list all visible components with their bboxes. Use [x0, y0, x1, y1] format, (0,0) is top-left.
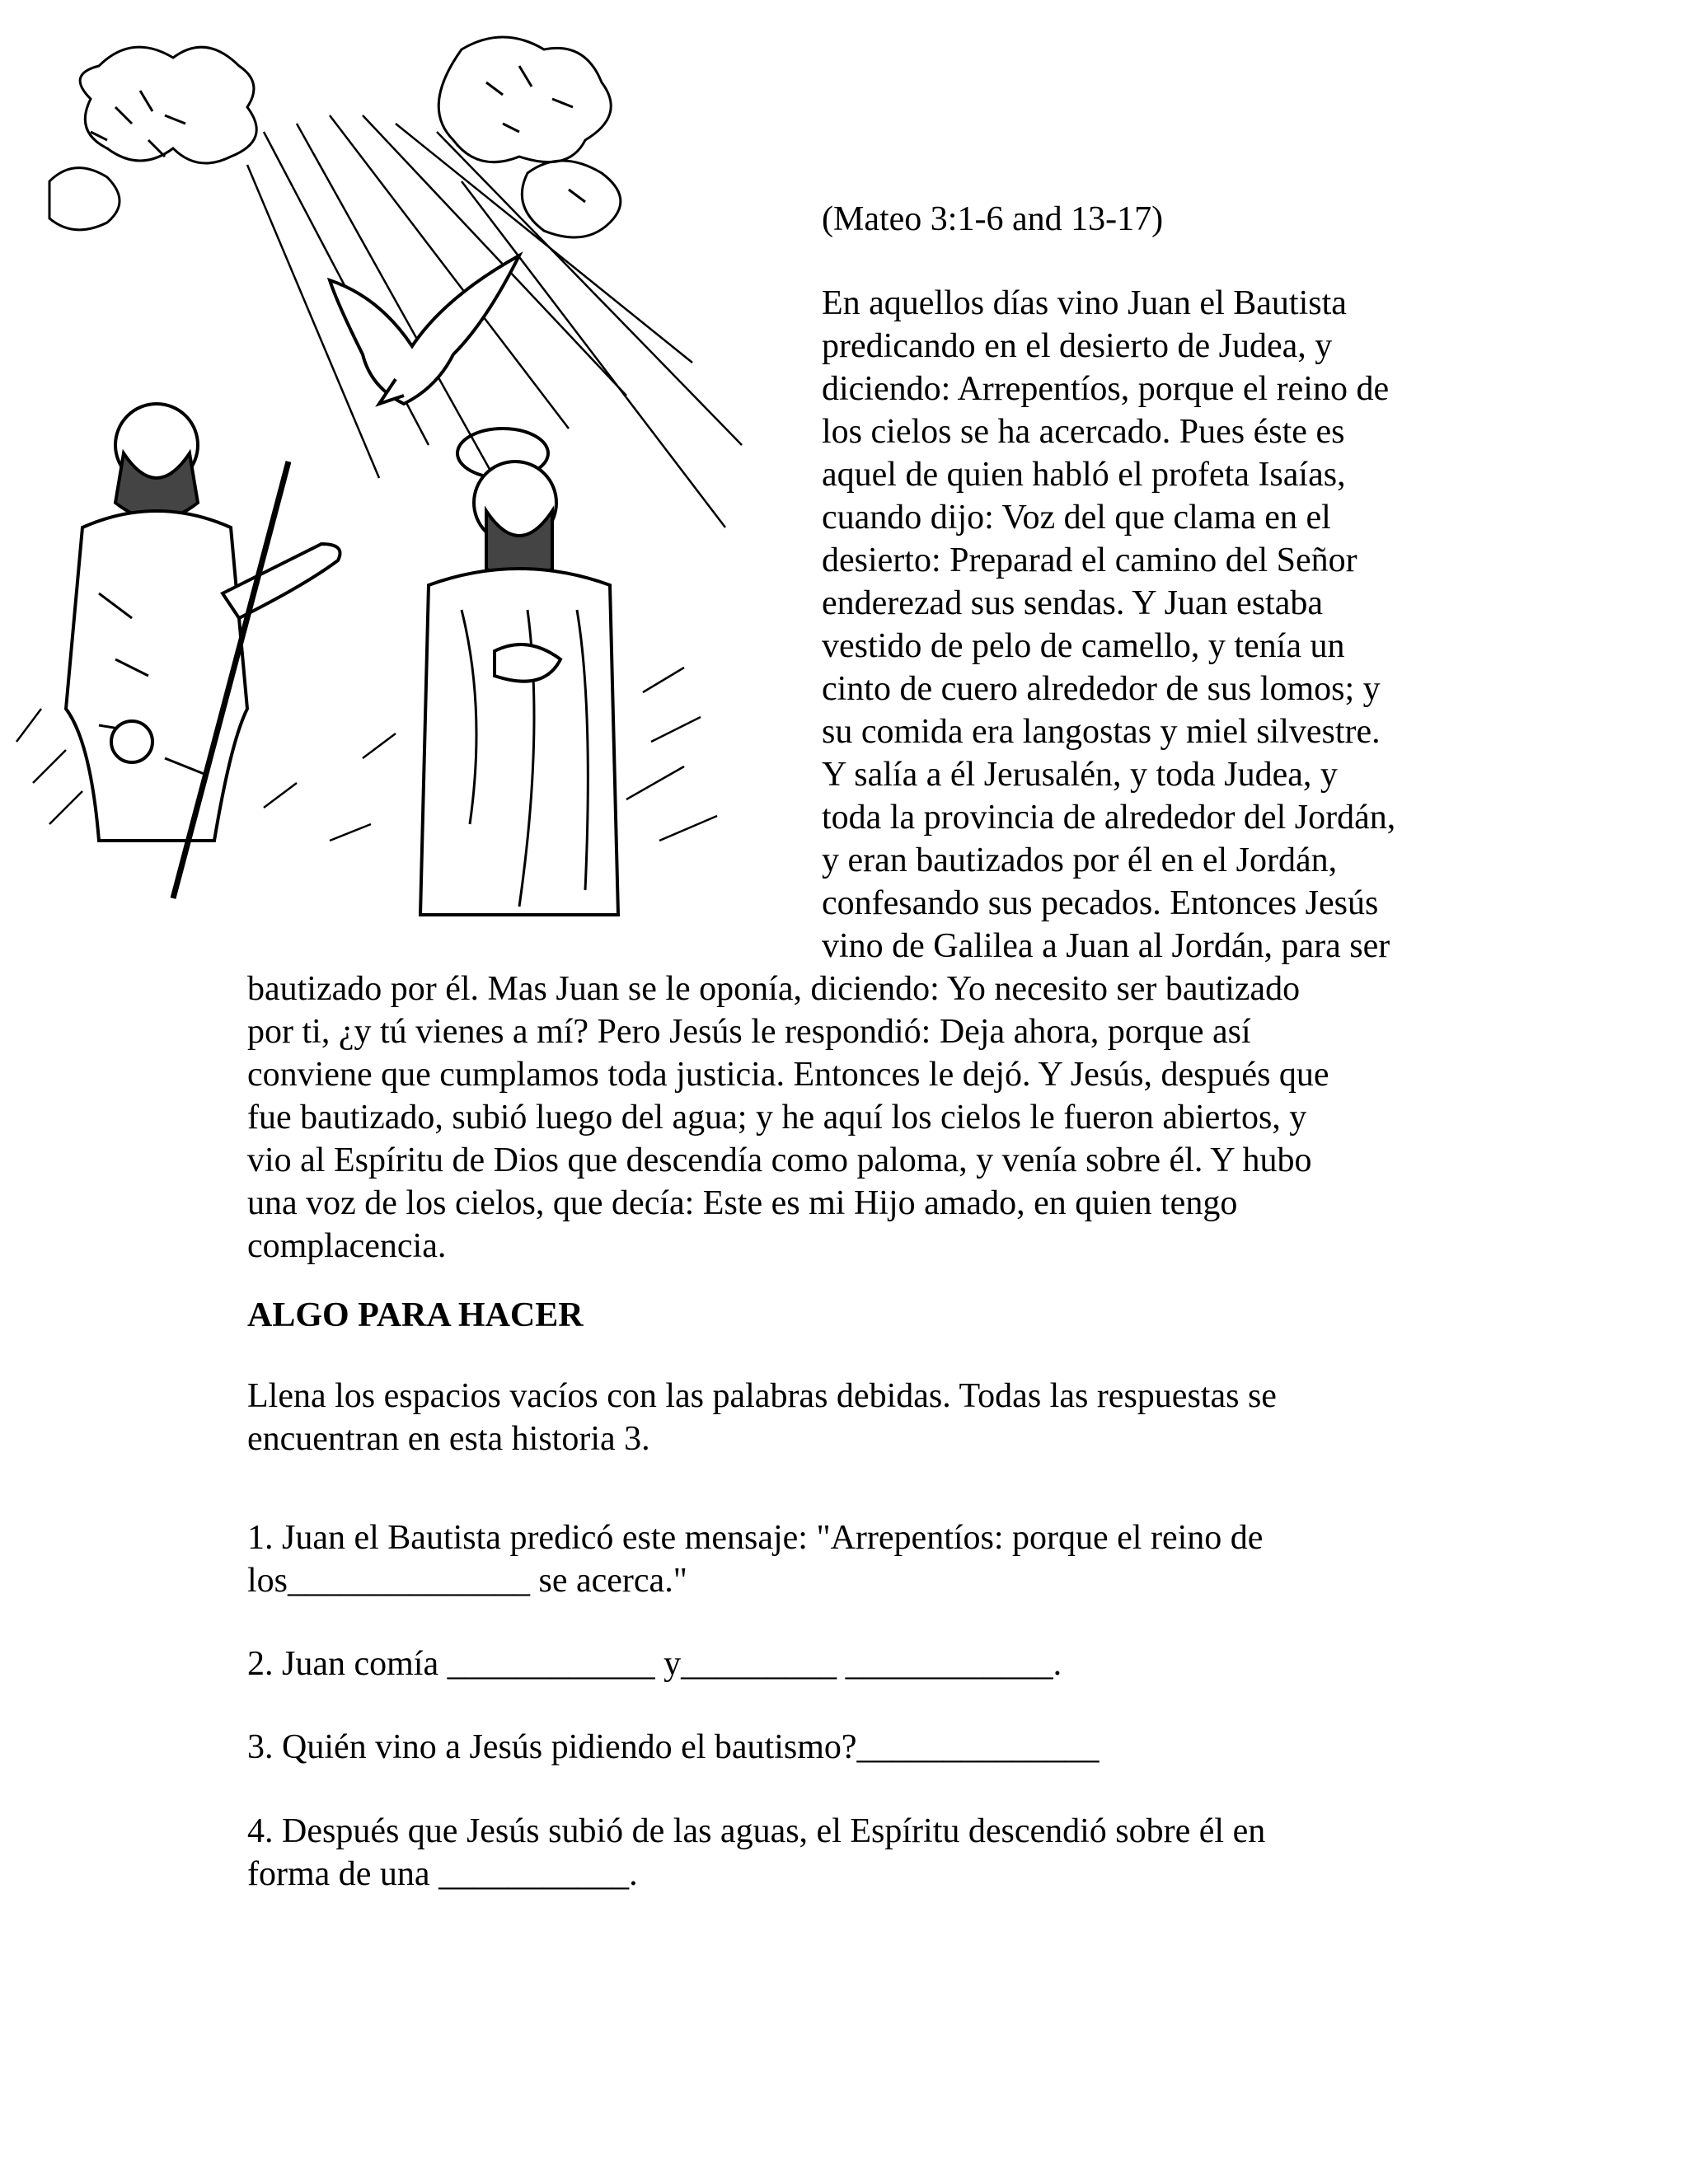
passage-line: vestido de pelo de camello, y tenía un	[822, 627, 1345, 665]
instruction-line: Llena los espacios vacíos con las palabras debidas. Todas las respuestas se	[247, 1377, 1277, 1415]
passage-line: cinto de cuero alrededor de sus lomos; y	[822, 670, 1381, 708]
cloud-right-icon	[438, 37, 621, 237]
scripture-reference: (Mateo 3:1-6 and 13-17)	[822, 200, 1164, 238]
question-3-line: 3. Quién vino a Jesús pidiendo el bautismo?______________	[247, 1728, 1100, 1766]
question-4-line: 4. Después que Jesús subió de las aguas, el Espíritu descendió sobre él en	[247, 1812, 1266, 1850]
question-1-line: los______________ se acerca."	[247, 1562, 687, 1600]
instruction-line: encuentran en esta historia 3.	[247, 1420, 650, 1458]
passage-line: enderezad sus sendas. Y Juan estaba	[822, 584, 1323, 622]
activity-heading: ALGO PARA HACER	[247, 1296, 584, 1334]
passage-line: En aquellos días vino Juan el Bautista	[822, 284, 1347, 322]
jesus-figure	[420, 429, 618, 915]
baptism-illustration	[0, 16, 767, 931]
passage-line: vino de Galilea a Juan al Jordán, para ser	[822, 927, 1390, 965]
juan-bautista-figure	[66, 404, 340, 898]
passage-line: fue bautizado, subió luego del agua; y he aquí los cielos le fueron abiertos, y	[247, 1099, 1307, 1137]
passage-line: y eran bautizados por él en el Jordán,	[822, 841, 1338, 879]
passage-line: predicando en el desierto de Judea, y	[822, 327, 1333, 365]
cloud-left-icon	[49, 47, 256, 230]
dove-icon	[330, 255, 519, 404]
passage-line: desierto: Preparad el camino del Señor	[822, 541, 1357, 579]
question-1-line: 1. Juan el Bautista predicó este mensaje: "Arrepentíos: porque el reino de	[247, 1519, 1264, 1557]
passage-line: una voz de los cielos, que decía: Este es mi Hijo amado, en quien tengo	[247, 1184, 1238, 1222]
question-4-line: forma de una ___________.	[247, 1855, 638, 1893]
passage-line: los cielos se ha acercado. Pues éste es	[822, 413, 1345, 451]
passage-line: cuando dijo: Voz del que clama en el	[822, 499, 1331, 537]
passage-line: vio al Espíritu de Dios que descendía como paloma, y venía sobre él. Y hubo	[247, 1141, 1312, 1179]
passage-line: conviene que cumplamos toda justicia. Entonces le dejó. Y Jesús, después que	[247, 1056, 1329, 1094]
passage-line: confesando sus pecados. Entonces Jesús	[822, 884, 1379, 922]
passage-line: Y salía a él Jerusalén, y toda Judea, y	[822, 756, 1338, 794]
passage-line: toda la provincia de alrededor del Jordán,	[822, 799, 1396, 837]
passage-line: diciendo: Arrepentíos, porque el reino de	[822, 370, 1390, 408]
question-2-line: 2. Juan comía ____________ y_________ ____________.	[247, 1645, 1062, 1683]
passage-line: complacencia.	[247, 1227, 447, 1265]
passage-line: bautizado por él. Mas Juan se le oponía, diciendo: Yo necesito ser bautizado	[247, 970, 1301, 1008]
passage-line: aquel de quien habló el profeta Isaías,	[822, 456, 1346, 494]
passage-line: por ti, ¿y tú vienes a mí? Pero Jesús le respondió: Deja ahora, porque así	[247, 1013, 1251, 1051]
passage-line: su comida era langostas y miel silvestre.	[822, 713, 1381, 751]
